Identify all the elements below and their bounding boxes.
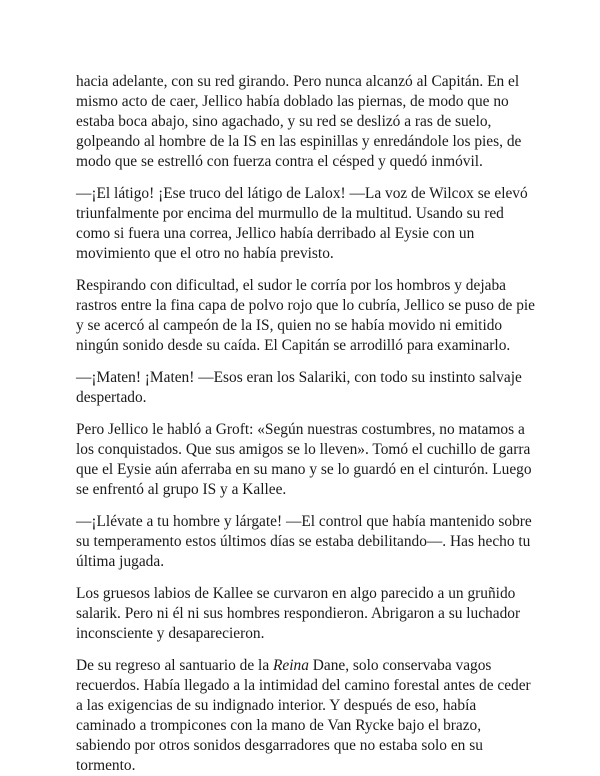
paragraph-8-start: De su regreso al santuario de la [76,657,274,674]
paragraph-8-end: Dane, solo conservaba vagos recuerdos. Había llegado a la intimidad del camino forestal antes de ceder a las exigencias de su indignado interior. Y después de eso, había caminado a trompicones con la mano de Van Rycke bajo el brazo, sabiendo por otros sonidos desgarradores que no estaba solo en su tormento. [76,657,531,774]
paragraph-6: —¡Llévate a tu hombre y lárgate! —El control que había mantenido sobre su temperamento estos últimos días se estaba debilitando—. Has hecho tu última jugada. [76,513,532,570]
paragraph-3: Respirando con dificultad, el sudor le corría por los hombros y dejaba rastros entre la fina capa de polvo rojo que lo cubría, Jellico se puso de pie y se acercó al campeón de la IS, quien no se había movido ni emitido ningún sonido desde su caída. El Capitán se arrodilló para examinarlo. [76,277,535,354]
paragraph-1: hacia adelante, con su red girando. Pero nunca alcanzó al Capitán. En el mismo acto de caer, Jellico había doblado las piernas, de modo que no estaba boca abajo, sino agachado, y su red se deslizó a ras de suelo, golpeando al hombre de la IS en las espinillas y enredándole los pies, de modo que se estrelló con fuerza contra el césped y quedó inmóvil. [76,73,522,170]
paragraph-8 [76,656,538,776]
paragraph-2: —¡El látigo! ¡Ese truco del látigo de Lalox! —La voz de Wilcox se elevó triunfalmente por encima del murmullo de la multitud. Usando su red como si fuera una correa, Jellico había derribado al Eysie con un movimiento que el otro no había previsto. [76,185,528,262]
paragraph-4: —¡Maten! ¡Maten! —Esos eran los Salariki, con todo su instinto salvaje despertado. [76,369,522,406]
ship-name-italic: Reina [273,657,309,674]
paragraph-5: Pero Jellico le habló a Groft: «Según nuestras costumbres, no matamos a los conquistados. Que sus amigos se lo lleven». Tomó el cuchillo de garra que el Eysie aún aferraba en su mano y se lo guardó en el cinturón. Luego se enfrentó al grupo IS y a Kallee. [76,421,532,498]
paragraph-7: Los gruesos labios de Kallee se curvaron en algo parecido a un gruñido salarik. Pero ni él ni sus hombres respondieron. Abrigaron a su luchador inconsciente y desaparecieron. [76,585,521,642]
